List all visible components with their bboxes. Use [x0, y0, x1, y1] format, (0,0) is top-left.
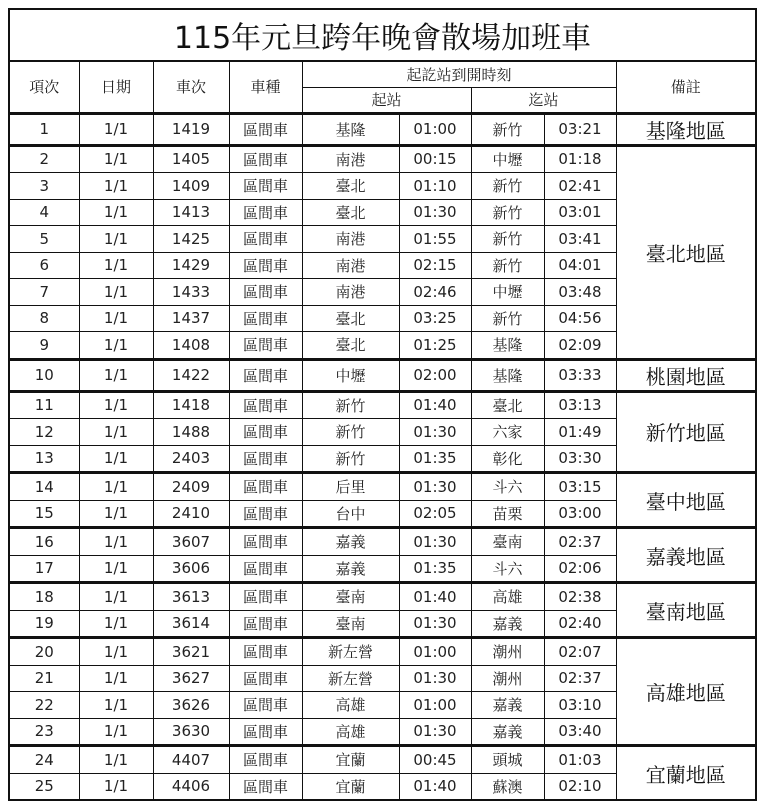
date-cell: 1/1 [79, 773, 153, 800]
destination-station-cell: 潮州 [471, 665, 544, 692]
destination-station-cell: 臺北 [471, 391, 544, 419]
date-cell: 1/1 [79, 746, 153, 774]
arrival-time-cell: 02:37 [544, 528, 616, 556]
departure-time-cell: 02:00 [399, 359, 471, 391]
train-no-cell: 4407 [153, 746, 229, 774]
origin-station-cell: 台中 [302, 500, 399, 528]
train-type-cell: 區間車 [229, 391, 302, 419]
origin-station-cell: 臺北 [302, 305, 399, 332]
train-type-cell: 區間車 [229, 226, 302, 253]
date-cell: 1/1 [79, 583, 153, 611]
item-cell: 20 [9, 638, 79, 666]
arrival-time-cell: 04:56 [544, 305, 616, 332]
train-no-cell: 3607 [153, 528, 229, 556]
header-remarks: 備註 [616, 61, 756, 113]
origin-station-cell: 宜蘭 [302, 773, 399, 800]
date-cell: 1/1 [79, 391, 153, 419]
destination-station-cell: 基隆 [471, 359, 544, 391]
origin-station-cell: 嘉義 [302, 528, 399, 556]
item-cell: 6 [9, 252, 79, 279]
destination-station-cell: 中壢 [471, 145, 544, 173]
table-row [9, 359, 756, 391]
destination-station-cell: 臺南 [471, 528, 544, 556]
train-no-cell: 3627 [153, 665, 229, 692]
arrival-time-cell: 01:49 [544, 419, 616, 446]
origin-station-cell: 基隆 [302, 113, 399, 145]
date-cell: 1/1 [79, 528, 153, 556]
origin-station-cell: 新竹 [302, 391, 399, 419]
departure-time-cell: 03:25 [399, 305, 471, 332]
header-date: 日期 [79, 61, 153, 113]
train-no-cell: 3606 [153, 555, 229, 583]
train-no-cell: 1425 [153, 226, 229, 253]
train-type-cell: 區間車 [229, 419, 302, 446]
arrival-time-cell: 03:33 [544, 359, 616, 391]
train-type-cell: 區間車 [229, 746, 302, 774]
date-cell: 1/1 [79, 332, 153, 360]
destination-station-cell: 六家 [471, 419, 544, 446]
train-type-cell: 區間車 [229, 692, 302, 719]
item-cell: 1 [9, 113, 79, 145]
departure-time-cell: 01:00 [399, 638, 471, 666]
train-type-cell: 區間車 [229, 199, 302, 226]
date-cell: 1/1 [79, 226, 153, 253]
item-cell: 23 [9, 718, 79, 746]
region-remark-cell: 臺北地區 [616, 145, 756, 359]
timetable-body [9, 113, 756, 800]
train-type-cell: 區間車 [229, 359, 302, 391]
date-cell: 1/1 [79, 445, 153, 473]
date-cell: 1/1 [79, 665, 153, 692]
train-type-cell: 區間車 [229, 173, 302, 200]
destination-station-cell: 新竹 [471, 199, 544, 226]
arrival-time-cell: 03:41 [544, 226, 616, 253]
departure-time-cell: 01:40 [399, 773, 471, 800]
departure-time-cell: 01:30 [399, 610, 471, 638]
region-remark-cell: 臺南地區 [616, 583, 756, 638]
item-cell: 16 [9, 528, 79, 556]
origin-station-cell: 宜蘭 [302, 746, 399, 774]
origin-station-cell: 高雄 [302, 718, 399, 746]
origin-station-cell: 南港 [302, 226, 399, 253]
table-row [9, 113, 756, 145]
departure-time-cell: 01:40 [399, 391, 471, 419]
train-type-cell: 區間車 [229, 332, 302, 360]
train-no-cell: 3613 [153, 583, 229, 611]
date-cell: 1/1 [79, 638, 153, 666]
table-row [9, 746, 756, 774]
item-cell: 22 [9, 692, 79, 719]
train-no-cell: 2403 [153, 445, 229, 473]
train-no-cell: 1422 [153, 359, 229, 391]
destination-station-cell: 新竹 [471, 113, 544, 145]
origin-station-cell: 中壢 [302, 359, 399, 391]
item-cell: 3 [9, 173, 79, 200]
train-no-cell: 1429 [153, 252, 229, 279]
timetable [8, 8, 757, 801]
destination-station-cell: 彰化 [471, 445, 544, 473]
train-no-cell: 1413 [153, 199, 229, 226]
train-no-cell: 3621 [153, 638, 229, 666]
date-cell: 1/1 [79, 252, 153, 279]
train-no-cell: 1408 [153, 332, 229, 360]
departure-time-cell: 00:45 [399, 746, 471, 774]
destination-station-cell: 頭城 [471, 746, 544, 774]
header-destination: 迄站 [471, 87, 616, 113]
item-cell: 25 [9, 773, 79, 800]
arrival-time-cell: 03:01 [544, 199, 616, 226]
destination-station-cell: 新竹 [471, 226, 544, 253]
date-cell: 1/1 [79, 113, 153, 145]
header-train-no: 車次 [153, 61, 229, 113]
arrival-time-cell: 03:40 [544, 718, 616, 746]
origin-station-cell: 新左營 [302, 665, 399, 692]
train-type-cell: 區間車 [229, 610, 302, 638]
date-cell: 1/1 [79, 500, 153, 528]
arrival-time-cell: 03:30 [544, 445, 616, 473]
table-row [9, 145, 756, 173]
item-cell: 4 [9, 199, 79, 226]
departure-time-cell: 01:00 [399, 113, 471, 145]
date-cell: 1/1 [79, 419, 153, 446]
arrival-time-cell: 03:48 [544, 279, 616, 306]
item-cell: 18 [9, 583, 79, 611]
item-cell: 7 [9, 279, 79, 306]
train-no-cell: 2410 [153, 500, 229, 528]
train-type-cell: 區間車 [229, 113, 302, 145]
train-type-cell: 區間車 [229, 473, 302, 501]
arrival-time-cell: 03:21 [544, 113, 616, 145]
train-no-cell: 1418 [153, 391, 229, 419]
train-type-cell: 區間車 [229, 500, 302, 528]
arrival-time-cell: 02:10 [544, 773, 616, 800]
destination-station-cell: 中壢 [471, 279, 544, 306]
origin-station-cell: 新左營 [302, 638, 399, 666]
origin-station-cell: 新竹 [302, 445, 399, 473]
destination-station-cell: 嘉義 [471, 692, 544, 719]
departure-time-cell: 01:55 [399, 226, 471, 253]
departure-time-cell: 02:05 [399, 500, 471, 528]
origin-station-cell: 南港 [302, 279, 399, 306]
train-no-cell: 3626 [153, 692, 229, 719]
date-cell: 1/1 [79, 279, 153, 306]
departure-time-cell: 01:30 [399, 528, 471, 556]
date-cell: 1/1 [79, 718, 153, 746]
destination-station-cell: 斗六 [471, 555, 544, 583]
destination-station-cell: 嘉義 [471, 610, 544, 638]
date-cell: 1/1 [79, 692, 153, 719]
train-no-cell: 1488 [153, 419, 229, 446]
train-no-cell: 2409 [153, 473, 229, 501]
table-row [9, 638, 756, 666]
region-remark-cell: 高雄地區 [616, 638, 756, 746]
origin-station-cell: 臺南 [302, 583, 399, 611]
departure-time-cell: 01:30 [399, 718, 471, 746]
arrival-time-cell: 03:13 [544, 391, 616, 419]
header-item: 項次 [9, 61, 79, 113]
arrival-time-cell: 03:10 [544, 692, 616, 719]
departure-time-cell: 01:30 [399, 473, 471, 501]
destination-station-cell: 斗六 [471, 473, 544, 501]
origin-station-cell: 臺北 [302, 332, 399, 360]
table-row [9, 391, 756, 419]
train-no-cell: 1405 [153, 145, 229, 173]
train-no-cell: 1419 [153, 113, 229, 145]
region-remark-cell: 新竹地區 [616, 391, 756, 473]
arrival-time-cell: 02:38 [544, 583, 616, 611]
item-cell: 19 [9, 610, 79, 638]
arrival-time-cell: 02:41 [544, 173, 616, 200]
departure-time-cell: 02:15 [399, 252, 471, 279]
item-cell: 2 [9, 145, 79, 173]
destination-station-cell: 新竹 [471, 173, 544, 200]
header-schedule: 起訖站到開時刻 [302, 61, 616, 87]
train-type-cell: 區間車 [229, 145, 302, 173]
train-no-cell: 1433 [153, 279, 229, 306]
train-no-cell: 1409 [153, 173, 229, 200]
table-row [9, 528, 756, 556]
table-row [9, 583, 756, 611]
item-cell: 24 [9, 746, 79, 774]
arrival-time-cell: 01:18 [544, 145, 616, 173]
destination-station-cell: 新竹 [471, 252, 544, 279]
region-remark-cell: 桃園地區 [616, 359, 756, 391]
date-cell: 1/1 [79, 199, 153, 226]
destination-station-cell: 新竹 [471, 305, 544, 332]
arrival-time-cell: 02:37 [544, 665, 616, 692]
train-no-cell: 3614 [153, 610, 229, 638]
departure-time-cell: 01:35 [399, 555, 471, 583]
date-cell: 1/1 [79, 173, 153, 200]
train-type-cell: 區間車 [229, 638, 302, 666]
arrival-time-cell: 02:07 [544, 638, 616, 666]
departure-time-cell: 01:25 [399, 332, 471, 360]
date-cell: 1/1 [79, 555, 153, 583]
origin-station-cell: 南港 [302, 252, 399, 279]
date-cell: 1/1 [79, 473, 153, 501]
destination-station-cell: 蘇澳 [471, 773, 544, 800]
item-cell: 17 [9, 555, 79, 583]
train-type-cell: 區間車 [229, 583, 302, 611]
destination-station-cell: 潮州 [471, 638, 544, 666]
page-title: 115年元旦跨年晚會散場加班車 [9, 9, 756, 61]
item-cell: 10 [9, 359, 79, 391]
item-cell: 9 [9, 332, 79, 360]
region-remark-cell: 基隆地區 [616, 113, 756, 145]
arrival-time-cell: 02:09 [544, 332, 616, 360]
date-cell: 1/1 [79, 610, 153, 638]
train-no-cell: 1437 [153, 305, 229, 332]
date-cell: 1/1 [79, 359, 153, 391]
item-cell: 14 [9, 473, 79, 501]
arrival-time-cell: 03:15 [544, 473, 616, 501]
arrival-time-cell: 04:01 [544, 252, 616, 279]
origin-station-cell: 臺北 [302, 199, 399, 226]
departure-time-cell: 00:15 [399, 145, 471, 173]
train-type-cell: 區間車 [229, 305, 302, 332]
departure-time-cell: 01:30 [399, 665, 471, 692]
arrival-time-cell: 02:06 [544, 555, 616, 583]
region-remark-cell: 臺中地區 [616, 473, 756, 528]
train-type-cell: 區間車 [229, 445, 302, 473]
header-train-type: 車種 [229, 61, 302, 113]
arrival-time-cell: 01:03 [544, 746, 616, 774]
region-remark-cell: 宜蘭地區 [616, 746, 756, 801]
header-origin: 起站 [302, 87, 471, 113]
item-cell: 5 [9, 226, 79, 253]
item-cell: 8 [9, 305, 79, 332]
item-cell: 12 [9, 419, 79, 446]
origin-station-cell: 新竹 [302, 419, 399, 446]
item-cell: 15 [9, 500, 79, 528]
item-cell: 13 [9, 445, 79, 473]
departure-time-cell: 01:10 [399, 173, 471, 200]
item-cell: 11 [9, 391, 79, 419]
region-remark-cell: 嘉義地區 [616, 528, 756, 583]
train-type-cell: 區間車 [229, 718, 302, 746]
origin-station-cell: 臺北 [302, 173, 399, 200]
arrival-time-cell: 02:40 [544, 610, 616, 638]
departure-time-cell: 01:35 [399, 445, 471, 473]
item-cell: 21 [9, 665, 79, 692]
train-type-cell: 區間車 [229, 555, 302, 583]
train-no-cell: 4406 [153, 773, 229, 800]
origin-station-cell: 后里 [302, 473, 399, 501]
departure-time-cell: 01:30 [399, 419, 471, 446]
train-type-cell: 區間車 [229, 279, 302, 306]
date-cell: 1/1 [79, 305, 153, 332]
train-no-cell: 3630 [153, 718, 229, 746]
origin-station-cell: 嘉義 [302, 555, 399, 583]
departure-time-cell: 01:30 [399, 199, 471, 226]
origin-station-cell: 南港 [302, 145, 399, 173]
destination-station-cell: 苗栗 [471, 500, 544, 528]
train-type-cell: 區間車 [229, 528, 302, 556]
departure-time-cell: 02:46 [399, 279, 471, 306]
departure-time-cell: 01:00 [399, 692, 471, 719]
origin-station-cell: 臺南 [302, 610, 399, 638]
destination-station-cell: 高雄 [471, 583, 544, 611]
train-type-cell: 區間車 [229, 252, 302, 279]
destination-station-cell: 基隆 [471, 332, 544, 360]
date-cell: 1/1 [79, 145, 153, 173]
train-type-cell: 區間車 [229, 773, 302, 800]
arrival-time-cell: 03:00 [544, 500, 616, 528]
destination-station-cell: 嘉義 [471, 718, 544, 746]
table-row [9, 473, 756, 501]
departure-time-cell: 01:40 [399, 583, 471, 611]
origin-station-cell: 高雄 [302, 692, 399, 719]
train-type-cell: 區間車 [229, 665, 302, 692]
